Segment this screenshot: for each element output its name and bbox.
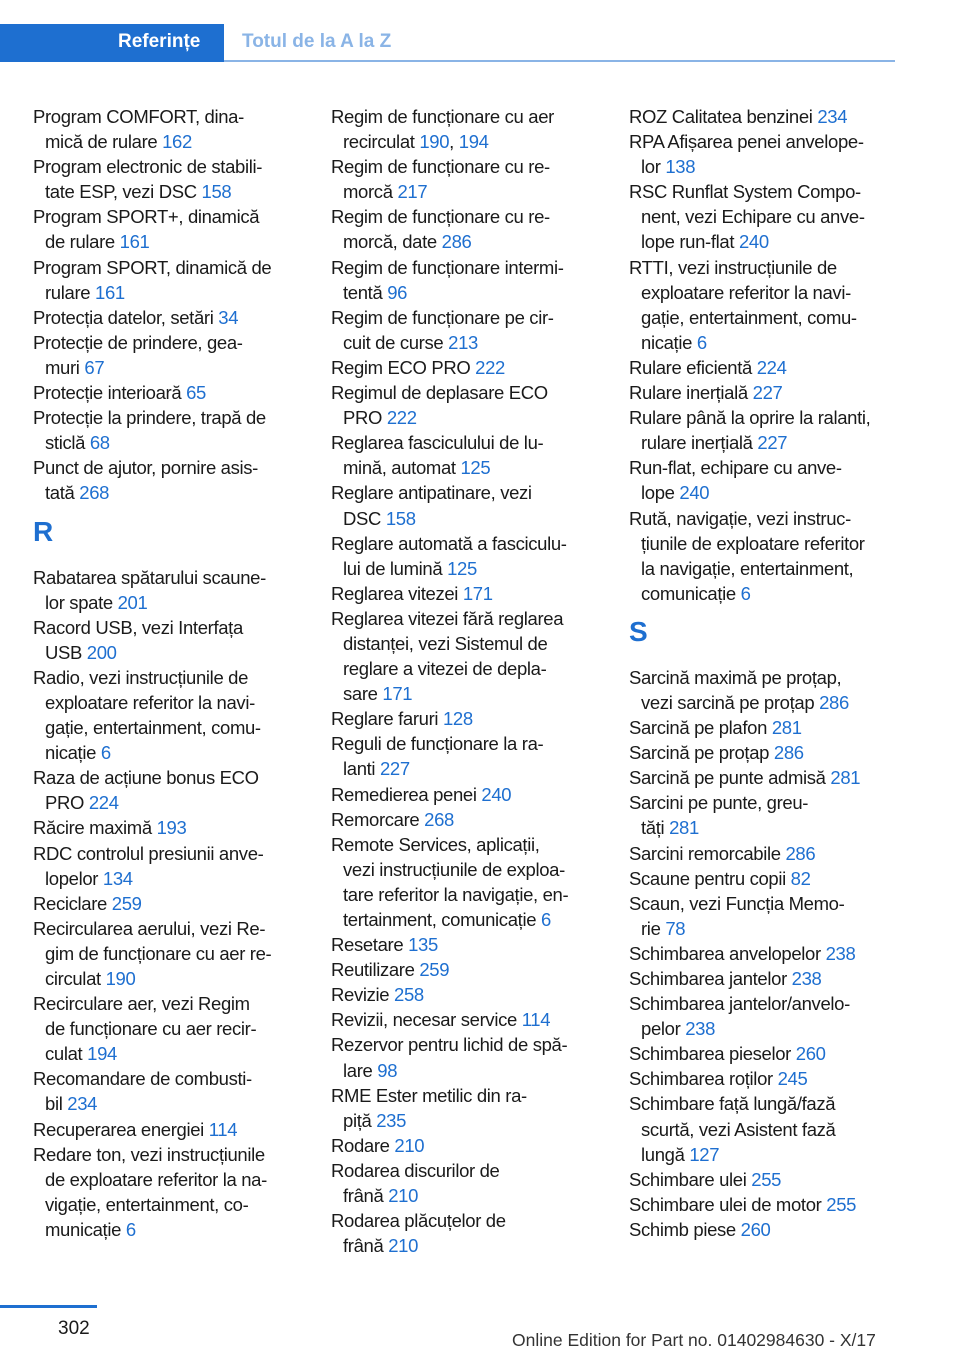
index-entry-text: Recirculare aer, vezi Regim — [33, 993, 250, 1015]
index-entry-text: țiunile de exploatare referitor — [641, 532, 865, 554]
index-entry-text: vezi sarcină pe proțap — [641, 691, 820, 713]
index-entry — [629, 1041, 895, 1066]
page-reference-link[interactable]: 6 — [540, 909, 551, 930]
index-entry — [629, 866, 895, 891]
index-entry-text: tentă — [343, 281, 388, 303]
index-entry — [331, 380, 603, 430]
index-entry — [331, 706, 603, 731]
page-reference-separator: , — [449, 131, 459, 153]
page-reference-link[interactable]: 224 — [88, 792, 119, 814]
index-entry-text: Rabatarea spătarului scaune‐ — [33, 566, 266, 588]
index-entry-text: Raza de acțiune bonus ECO — [33, 767, 259, 789]
page-reference-link[interactable]: 171 — [382, 683, 413, 705]
page-reference-link[interactable]: 286 — [819, 691, 849, 713]
index-entry-text: gim de funcționare cu aer re‐ — [45, 942, 272, 964]
index-entry — [331, 154, 603, 204]
index-entry — [33, 615, 305, 665]
footer-edition-note: Online Edition for Part no. 01402984630 - X/17 — [512, 1330, 876, 1350]
index-entry-text: lope run-flat — [641, 231, 739, 253]
index-entry-text: exploatare referitor la navi‐ — [641, 281, 851, 303]
page-reference-link[interactable]: 210 — [388, 1235, 419, 1257]
page-reference-link[interactable]: 128 — [442, 708, 473, 730]
index-entry — [33, 204, 305, 254]
page-reference-link[interactable]: 162 — [162, 131, 192, 153]
index-entry — [629, 941, 895, 966]
index-entry-text: lare — [343, 1059, 378, 1081]
page-reference-link[interactable]: 158 — [201, 181, 232, 203]
index-entry-text: mină, automat — [343, 457, 461, 479]
page-reference-link[interactable]: 238 — [791, 968, 822, 989]
index-entry-text: Reguli de funcționare la ra‐ — [331, 733, 544, 755]
index-entry-text: Remote Services, aplicații, — [331, 833, 540, 855]
index-entry — [33, 1142, 305, 1242]
index-entry-text: Protecție de prindere, gea‐ — [33, 331, 243, 353]
page-reference-link[interactable]: 138 — [665, 156, 696, 178]
index-entry — [33, 104, 305, 154]
index-entry-text: culat — [45, 1043, 88, 1065]
index-entry — [331, 255, 603, 305]
index-letter-heading: S — [629, 615, 648, 647]
index-entry-text: scurtă, vezi Asistent fază — [641, 1118, 836, 1140]
index-entry-text: rie — [641, 917, 666, 939]
index-entry-text: Schimbare ulei de motor — [629, 1193, 827, 1215]
page-reference-link[interactable]: 255 — [751, 1168, 782, 1190]
index-column-1 — [33, 104, 305, 1242]
page-reference-link[interactable]: 201 — [117, 591, 148, 613]
index-entry — [33, 1117, 305, 1142]
index-entry-text: RTTI, vezi instrucțiunile de — [629, 256, 837, 278]
index-entry-text: morcă, date — [343, 231, 442, 253]
index-entry-text: Revizii, necesar service — [331, 1009, 522, 1031]
index-entry-text: Redare ton, vezi instrucțiunile — [33, 1143, 265, 1165]
index-entry — [33, 330, 305, 380]
index-entry — [33, 255, 305, 305]
index-entry-text: Regimul de deplasare ECO — [331, 382, 548, 404]
index-entry-text: Regim ECO PRO — [331, 356, 476, 378]
index-entry-text: Schimbare ulei — [629, 1168, 752, 1190]
index-entry-text: tertainment, comunicație — [343, 909, 541, 930]
index-entry-text: Recuperarea energiei — [33, 1118, 209, 1140]
index-entry-text: Program electronic de stabili‐ — [33, 156, 263, 178]
index-entry — [331, 1133, 603, 1158]
index-entry-text: Remedierea penei — [331, 783, 482, 805]
index-entry — [629, 1167, 895, 1192]
index-entry — [331, 782, 603, 807]
index-entry-text: Schimbarea jantelor/anvelo‐ — [629, 993, 850, 1015]
index-entry-text: Rodarea plăcuțelor de — [331, 1210, 506, 1232]
index-entry — [331, 1208, 603, 1258]
page-reference-link[interactable]: 194 — [458, 131, 489, 153]
index-entry-text: la navigație, entertainment, — [641, 557, 854, 579]
index-entry — [629, 891, 895, 941]
page-reference-link[interactable]: 222 — [475, 356, 505, 378]
page-reference-link[interactable]: 127 — [689, 1143, 720, 1165]
index-entry-text: de funcționare cu aer recir‐ — [45, 1018, 257, 1040]
index-entry — [629, 455, 895, 505]
page-reference-link[interactable]: 259 — [111, 892, 142, 914]
header-divider — [224, 60, 895, 62]
page-reference-link[interactable]: 255 — [826, 1193, 857, 1215]
index-entry — [33, 841, 305, 891]
page-reference-link[interactable]: 260 — [795, 1043, 826, 1065]
index-entry-text: sticlă — [45, 432, 90, 454]
page-reference-link[interactable]: 6 — [125, 1218, 136, 1240]
index-entry-text: Schimb piese — [629, 1218, 741, 1240]
index-entry-text: Scaun, vezi Funcția Memo‐ — [629, 892, 845, 914]
index-entry — [331, 731, 603, 781]
page-reference-link[interactable]: 281 — [669, 817, 699, 839]
page-reference-link[interactable]: 224 — [756, 356, 787, 378]
index-entry-text: frână — [343, 1235, 389, 1257]
index-entry-text: tate ESP, vezi DSC — [45, 181, 202, 203]
section-tab-subsection[interactable]: Totul de la A la Z — [242, 31, 392, 52]
index-entry-text: Schimbarea jantelor — [629, 968, 792, 989]
page-reference-link[interactable]: 190 — [419, 131, 450, 153]
index-entry — [331, 480, 603, 530]
page-reference-link[interactable]: 258 — [394, 984, 424, 1006]
page-reference-link[interactable]: 286 — [441, 231, 472, 253]
index-entry-text: Program SPORT+, dinamică — [33, 206, 260, 228]
page-reference-link[interactable]: 193 — [156, 817, 187, 839]
index-entry-text: distanței, vezi Sistemul de — [343, 632, 548, 654]
index-entry-text: Protecție interioară — [33, 382, 187, 404]
index-entry — [33, 891, 305, 916]
page-reference-link[interactable]: 268 — [424, 808, 454, 830]
index-entry-text: Rezervor pentru lichid de spă‐ — [331, 1034, 568, 1056]
index-entry-text: lui de lumină — [343, 557, 448, 579]
page-reference-link[interactable]: 286 — [773, 742, 804, 764]
page-reference-link[interactable]: 98 — [377, 1059, 398, 1081]
index-entry-text: rulare — [45, 281, 95, 303]
index-entry-text: Reglare faruri — [331, 708, 443, 730]
page-reference-link[interactable]: 125 — [447, 557, 477, 579]
index-entry — [629, 841, 895, 866]
index-entry — [33, 815, 305, 840]
index-entry-text: Sarcină pe punte admisă — [629, 767, 831, 789]
index-entry — [629, 790, 895, 840]
page-reference-link[interactable]: 281 — [830, 767, 861, 789]
index-entry-text: Revizie — [331, 984, 394, 1006]
index-entry-text: Protecție la prindere, trapă de — [33, 407, 266, 429]
page-reference-link[interactable]: 96 — [387, 281, 408, 303]
index-entry — [331, 204, 603, 254]
index-entry-text: circulat — [45, 968, 106, 989]
index-entry-text: Sarcini pe punte, greu‐ — [629, 792, 809, 814]
index-entry-text: tare referitor la navigație, en‐ — [343, 883, 569, 905]
index-entry-text: lopelor — [45, 867, 103, 889]
index-entry-text: RME Ester metilic din ra‐ — [331, 1084, 527, 1106]
index-entry — [629, 740, 895, 765]
index-entry — [331, 581, 603, 606]
page-reference-link[interactable]: 67 — [84, 356, 105, 378]
page-reference-link[interactable]: 286 — [785, 842, 816, 864]
page-reference-link[interactable]: 78 — [665, 917, 686, 939]
page-reference-link[interactable]: 227 — [379, 758, 410, 780]
page-header — [0, 0, 895, 62]
index-entry-text: ROZ Calitatea benzinei — [629, 106, 818, 127]
index-entry-text: gație, entertainment, comu‐ — [45, 717, 261, 739]
index-entry-text: vezi instrucțiunile de exploa‐ — [343, 858, 565, 880]
index-entry — [629, 255, 895, 355]
index-entry — [33, 916, 305, 991]
page-reference-link[interactable]: 125 — [460, 457, 491, 479]
index-entry-text: Protecția datelor, setări — [33, 306, 219, 328]
index-entry — [629, 1091, 895, 1166]
page-reference-link[interactable]: 114 — [208, 1118, 238, 1140]
index-entry — [629, 966, 895, 991]
index-entry-text: reglare a vitezei de depla‐ — [343, 658, 547, 680]
page-reference-link[interactable]: 240 — [679, 482, 710, 504]
index-entry — [629, 1217, 895, 1242]
index-entry-text: Run-flat, echipare cu anve‐ — [629, 457, 842, 479]
index-entry-text: DSC — [343, 507, 386, 529]
index-entry-text: de rulare — [45, 231, 120, 253]
index-entry-text: USB — [45, 641, 87, 663]
index-entry — [331, 807, 603, 832]
page-reference-link[interactable]: 240 — [738, 231, 769, 253]
page-number: 302 — [58, 1318, 90, 1339]
index-entry-text: rulare inerțială — [641, 432, 758, 454]
page-reference-link[interactable]: 217 — [397, 181, 428, 203]
page-reference-link[interactable]: 6 — [740, 582, 751, 604]
index-entry-text: Răcire maximă — [33, 817, 157, 839]
index-entry-text: Regim de funcționare cu aer — [331, 106, 554, 127]
index-entry-text: Radio, vezi instrucțiunile de — [33, 666, 249, 688]
index-entry-text: lor spate — [45, 591, 118, 613]
index-entry-text: RDC controlul presiunii anve‐ — [33, 842, 264, 864]
index-entry-text: Regim de funcționare cu re‐ — [331, 206, 550, 228]
page-reference-link[interactable]: 171 — [462, 582, 493, 604]
index-entry — [33, 765, 305, 815]
page-reference-link[interactable]: 190 — [105, 968, 136, 989]
index-entry-text: Reutilizare — [331, 959, 420, 981]
index-entry — [331, 957, 603, 982]
index-column-2 — [331, 104, 603, 1258]
index-entry-text: Racord USB, vezi Interfața — [33, 616, 243, 638]
index-entry-text: bil — [45, 1093, 68, 1115]
page-reference-link[interactable]: 210 — [394, 1134, 425, 1156]
page-reference-link[interactable]: 238 — [825, 942, 856, 964]
index-entry — [629, 129, 895, 179]
page-reference-link[interactable]: 213 — [448, 331, 478, 353]
index-entry-text: de exploatare referitor la na‐ — [45, 1168, 267, 1190]
index-entry-text: RPA Afișarea penei anvelope‐ — [629, 131, 864, 153]
index-entry-text: Reciclare — [33, 892, 112, 914]
index-entry — [331, 932, 603, 957]
index-entry-text: frână — [343, 1185, 389, 1207]
index-entry-text: sare — [343, 683, 383, 705]
page-reference-link[interactable]: 82 — [790, 867, 811, 889]
page-reference-link[interactable]: 234 — [67, 1093, 98, 1115]
index-entry — [33, 154, 305, 204]
index-entry — [331, 1083, 603, 1133]
index-entry-text: mică de rulare — [45, 131, 163, 153]
index-entry-text: Rulare inerțială — [629, 382, 753, 404]
index-entry-text: Regim de funcționare intermi‐ — [331, 256, 564, 278]
index-entry-text: Remorcare — [331, 808, 425, 830]
page-reference-link[interactable]: 210 — [388, 1185, 419, 1207]
page-reference-link[interactable]: 268 — [79, 482, 110, 504]
index-entry-text: nicație — [641, 331, 697, 353]
index-entry-text: Recomandare de combusti‐ — [33, 1068, 252, 1090]
index-entry — [629, 715, 895, 740]
index-entry — [629, 506, 895, 606]
index-entry-text: Reglarea vitezei fără reglarea — [331, 607, 564, 629]
page-reference-link[interactable]: 227 — [752, 382, 783, 404]
index-column-3 — [629, 104, 895, 1242]
page-reference-link[interactable]: 259 — [419, 959, 450, 981]
page-reference-link[interactable]: 158 — [385, 507, 416, 529]
index-entry-text: lanti — [343, 758, 380, 780]
index-entry — [331, 1007, 603, 1032]
index-entry — [33, 1066, 305, 1116]
index-entry-text: Rută, navigație, vezi instruc‐ — [629, 507, 851, 529]
page-reference-link[interactable]: 134 — [102, 867, 133, 889]
page-reference-link[interactable]: 260 — [740, 1218, 771, 1240]
index-entry — [629, 179, 895, 254]
index-entry-text: Reglarea vitezei — [331, 582, 463, 604]
page-reference-link[interactable]: 114 — [521, 1009, 551, 1031]
page-reference-link[interactable]: 240 — [481, 783, 512, 805]
index-entry — [331, 104, 603, 154]
index-entry-text: Punct de ajutor, pornire asis‐ — [33, 457, 258, 479]
page-reference-link[interactable]: 194 — [87, 1043, 117, 1065]
index-entry-text: Rulare până la oprire la ralanti, — [629, 407, 871, 429]
index-entry-text: cuit de curse — [343, 331, 449, 353]
index-entry-text: Schimbarea anvelopelor — [629, 942, 826, 964]
index-entry-text: Sarcină pe plafon — [629, 717, 772, 739]
index-entry-text: nent, vezi Echipare cu anve‐ — [641, 206, 865, 228]
index-entry — [33, 565, 305, 615]
index-entry — [629, 405, 895, 455]
index-entry — [33, 405, 305, 455]
index-entry — [629, 1066, 895, 1091]
index-entry-text: exploatare referitor la navi‐ — [45, 691, 255, 713]
index-entry-text: Schimbarea roților — [629, 1068, 778, 1090]
index-entry-text: morcă — [343, 181, 398, 203]
index-entry-text: Schimbarea pieselor — [629, 1043, 796, 1065]
index-entry-text: Resetare — [331, 934, 409, 956]
index-entry — [629, 104, 895, 129]
index-entry-text: comunicație — [641, 582, 741, 604]
index-entry-text: Rodarea discurilor de — [331, 1159, 500, 1181]
page-number-rule — [0, 1305, 97, 1308]
index-entry-text: lor — [641, 156, 666, 178]
index-entry-text: Reglare automată a fasciculu‐ — [331, 532, 567, 554]
index-entry-text: lungă — [641, 1143, 690, 1165]
index-entry-text: Scaune pentru copii — [629, 867, 791, 889]
page-reference-link[interactable]: 161 — [119, 231, 150, 253]
index-entry — [629, 991, 895, 1041]
index-entry — [629, 665, 895, 715]
index-entry-text: Recircularea aerului, vezi Re‐ — [33, 917, 266, 939]
index-entry-text: Sarcină maximă pe proțap, — [629, 666, 842, 688]
index-entry — [331, 355, 603, 380]
index-entry — [629, 765, 895, 790]
index-entry-text: vigație, entertainment, co‐ — [45, 1193, 249, 1215]
index-entry-text: PRO — [45, 792, 89, 814]
page-reference-link[interactable]: 135 — [408, 934, 438, 956]
index-entry-text: Schimbare față lungă/fază — [629, 1093, 836, 1115]
index-entry-text: Regim de funcționare cu re‐ — [331, 156, 550, 178]
index-entry-text: nicație — [45, 742, 101, 764]
index-entry — [331, 832, 603, 932]
index-entry — [331, 1032, 603, 1082]
index-entry — [629, 380, 895, 405]
index-entry — [331, 531, 603, 581]
index-entry — [33, 380, 305, 405]
page-reference-link[interactable]: 6 — [696, 331, 707, 353]
section-tab-active[interactable]: Referințe — [0, 24, 224, 62]
index-entry-text: Sarcini remorcabile — [629, 842, 786, 864]
index-letter-heading: R — [33, 515, 53, 547]
page-reference-link[interactable]: 235 — [376, 1109, 407, 1131]
index-entry-text: Reglarea fasciculului de lu‐ — [331, 432, 544, 454]
page-reference-link[interactable]: 68 — [89, 432, 110, 454]
index-entry-text: tăți — [641, 817, 670, 839]
page-reference-link[interactable]: 245 — [777, 1068, 808, 1090]
index-entry — [331, 430, 603, 480]
page-reference-link[interactable]: 238 — [685, 1018, 716, 1040]
index-entry — [331, 982, 603, 1007]
page-reference-link[interactable]: 6 — [100, 742, 111, 764]
page-reference-link[interactable]: 65 — [186, 382, 206, 404]
index-entry-text: PRO — [343, 407, 387, 429]
page-reference-link[interactable]: 222 — [386, 407, 417, 429]
index-entry — [33, 455, 305, 505]
page-reference-link[interactable]: 234 — [817, 106, 848, 127]
index-entry-text: Rulare eficientă — [629, 356, 757, 378]
index-entry — [629, 1192, 895, 1217]
index-entry-text: Regim de funcționare pe cir‐ — [331, 306, 554, 328]
index-entry-text: gație, entertainment, comu‐ — [641, 306, 857, 328]
index-entry-text: municație — [45, 1218, 126, 1240]
page-reference-link[interactable]: 34 — [218, 306, 239, 328]
index-entry-text: Reglare antipatinare, vezi — [331, 482, 532, 504]
index-entry-text: muri — [45, 356, 85, 378]
page-reference-link[interactable]: 161 — [95, 281, 125, 303]
page-reference-link[interactable]: 281 — [771, 717, 802, 739]
index-entry-text: lope — [641, 482, 680, 504]
index-entry-text: Sarcină pe proțap — [629, 742, 774, 764]
index-entry-text: RSC Runflat System Compo‐ — [629, 181, 861, 203]
index-entry-text: Program COMFORT, dina‐ — [33, 106, 244, 127]
page-reference-link[interactable]: 227 — [757, 432, 788, 454]
index-entry — [629, 355, 895, 380]
index-entry — [331, 305, 603, 355]
index-entry — [33, 305, 305, 330]
index-entry — [331, 1158, 603, 1208]
index-entry-text: Program SPORT, dinamică de — [33, 256, 272, 278]
index-entry — [33, 665, 305, 765]
index-entry-text: tată — [45, 482, 80, 504]
index-entry-text: piță — [343, 1109, 377, 1131]
index-entry-text: recirculat — [343, 131, 420, 153]
index-entry-text: Rodare — [331, 1134, 395, 1156]
index-entry-text: pelor — [641, 1018, 686, 1040]
index-entry — [33, 991, 305, 1066]
page-reference-link[interactable]: 200 — [86, 641, 117, 663]
index-entry — [331, 606, 603, 706]
